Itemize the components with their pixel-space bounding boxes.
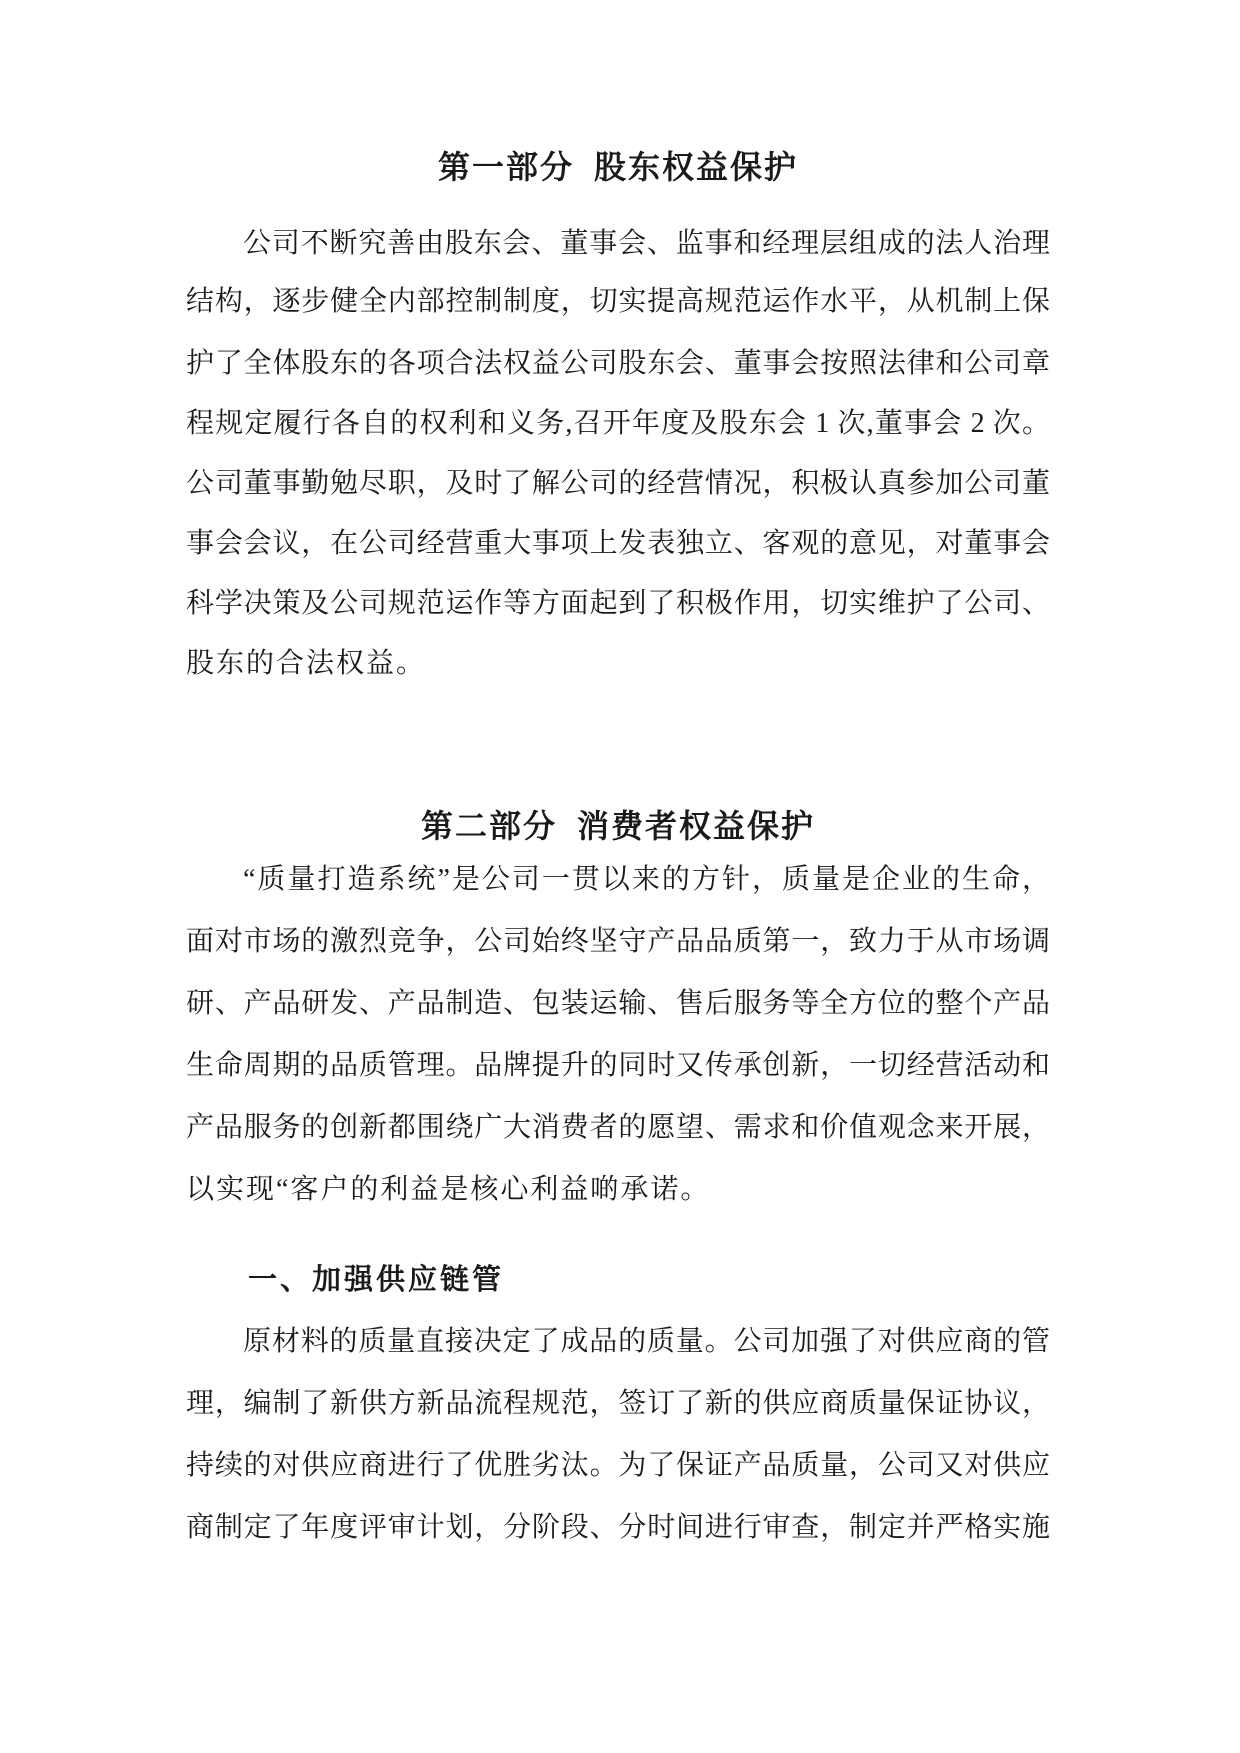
section2-paragraph-line-1: “质量打造系统”是公司一贯以来的方针，质量是企业的生命，	[243, 864, 1050, 895]
section2-title: 第二部分 消费者权益保护	[420, 808, 815, 844]
subsection-paragraph-line-1: 原材料的质量直接决定了成品的质量。公司加强了对供应商的管	[243, 1326, 1050, 1357]
subsection-paragraph-line-2: 理，编制了新供方新品流程规范，签订了新的供应商质量保证协议，	[186, 1388, 1050, 1419]
section1-paragraph-line-6: 事会会议，在公司经营重大事项上发表独立、客观的意见，对董事会	[186, 528, 1050, 559]
section1-paragraph-line-8: 股东的合法权益。	[186, 648, 427, 679]
section1-paragraph-line-7: 科学决策及公司规范运作等方面起到了积极作用，切实维护了公司、	[186, 588, 1050, 619]
section2-paragraph-line-4: 生命周期的品质管理。品牌提升的同时又传承创新，一切经营活动和	[186, 1050, 1050, 1081]
section2-paragraph-line-3: 研、产品研发、产品制造、包装运输、售后服务等全方位的整个产品	[186, 988, 1050, 1019]
section1-paragraph-line-1: 公司不断究善由股东会、董事会、监事和经理层组成的法人治理	[243, 228, 1050, 259]
section1-title: 第一部分 股东权益保护	[437, 149, 798, 185]
section2-paragraph-line-6: 以实现“客户的利益是核心利益啲承诺。	[186, 1174, 711, 1205]
section1-paragraph-line-2: 结构，逐步健全内部控制制度，切实提高规范运作水平，从机制上保	[186, 286, 1050, 317]
section2-subheading: 一、加强供应链管	[248, 1264, 505, 1296]
section2-paragraph-line-5: 产品服务的创新都围绕广大消费者的愿望、需求和价值观念来开展，	[186, 1112, 1050, 1143]
section1-paragraph-line-3: 护了全体股东的各项合法权益公司股东会、董事会按照法律和公司章	[186, 348, 1050, 379]
section2-paragraph-line-2: 面对市场的激烈竞争，公司始终坚守产品品质第一，致力于从市场调	[186, 926, 1050, 957]
section1-paragraph-line-4: 程规定履行各自的权利和义务,召开年度及股东会 1 次,董事会 2 次。	[186, 408, 1050, 439]
section1-paragraph-line-5: 公司董事勤勉尽职，及时了解公司的经营情况，积极认真参加公司董	[186, 468, 1050, 499]
subsection-paragraph-line-3: 持续的对供应商进行了优胜劣汰。为了保证产品质量，公司又对供应	[186, 1450, 1050, 1481]
subsection-paragraph-line-4: 商制定了年度评审计划，分阶段、分时间进行审查，制定并严格实施	[186, 1512, 1050, 1543]
